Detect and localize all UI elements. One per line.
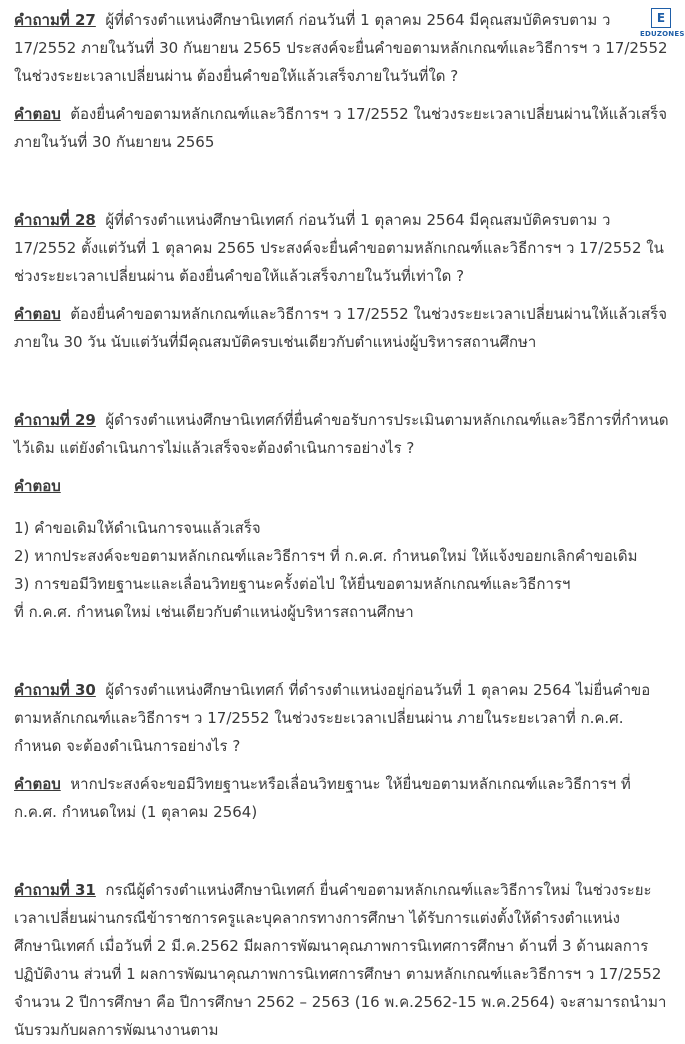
logo-text: EDUZONES <box>640 30 685 38</box>
logo-letter: E <box>651 8 671 28</box>
question-30-label: คำถามที่ 30 <box>14 681 96 699</box>
question-27-label: คำถามที่ 27 <box>14 11 96 29</box>
answer-30-body: หากประสงค์จะขอมีวิทยฐานะหรือเลื่อนวิทยฐานะ ให้ยื่นขอตามหลักเกณฑ์และวิธีการฯ ที่ ก.ค.ศ. กำหนดใหม่ (1 ตุลาคม 2564) <box>14 775 631 821</box>
question-28 <box>14 206 674 356</box>
question-30-text <box>14 676 674 760</box>
answer-29-label: คำตอบ <box>14 477 61 495</box>
answer-28-label: คำตอบ <box>14 305 61 323</box>
question-28-text <box>14 206 674 290</box>
answer-30-label: คำตอบ <box>14 775 61 793</box>
answer-29-item: ที่ ก.ค.ศ. กำหนดใหม่ เช่นเดียวกับตำแหน่งผู้บริหารสถานศึกษา <box>14 603 414 621</box>
question-31-body: กรณีผู้ดำรงตำแหน่งศึกษานิเทศก์ ยื่นคำขอตามหลักเกณฑ์และวิธีการใหม่ ในช่วงระยะเวลาเปลี่ยนผ่านกรณีข้าราชการครูและบุคลากรทางการศึกษา ได้รับการแต่งตั้งให้ดำรงตำแหน่งศึกษานิเทศก์ เมื่อวันที่ 2 มี.ค.2562 มีผลการพัฒนาคุณภาพการนิเทศการศึกษา ด้านที่ 3 ด้านผลการปฏิบัติงาน ส่วนที่ 1 ผลการพัฒนาคุณภาพการนิเทศการศึกษา ตามหลักเกณฑ์และวิธีการฯ ว 17/2552 จำนวน 2 ปีการศึกษา คือ ปีการศึกษา 2562 – 2563 (16 พ.ค.2562-15 พ.ค.2564) จะสามารถนำมานับรวมกับผลการพัฒนางานตาม <box>14 881 667 1039</box>
question-29-label: คำถามที่ 29 <box>14 411 96 429</box>
question-29-body: ผู้ดำรงตำแหน่งศึกษานิเทศก์ที่ยื่นคำขอรับการประเมินตามหลักเกณฑ์และวิธีการที่กำหนดไว้เดิม แต่ยังดำเนินการไม่แล้วเสร็จจะต้องดำเนินการอย่างไร ? <box>14 411 669 457</box>
question-29-text <box>14 406 674 462</box>
question-31-text <box>14 876 674 1044</box>
answer-27-text <box>14 100 674 156</box>
answer-29-item: 3) การขอมีวิทยฐานะและเลื่อนวิทยฐานะครั้งต่อไป ให้ยื่นขอตามหลักเกณฑ์และวิธีการฯ <box>14 575 571 593</box>
question-29 <box>14 406 674 626</box>
answer-29-item: 1) คำขอเดิมให้ดำเนินการจนแล้วเสร็จ <box>14 519 261 537</box>
answer-30-text <box>14 770 674 826</box>
answer-28-body: ต้องยื่นคำขอตามหลักเกณฑ์และวิธีการฯ ว 17/2552 ในช่วงระยะเวลาเปลี่ยนผ่านให้แล้วเสร็จภายใน 30 วัน นับแต่วันที่มีคุณสมบัติครบเช่นเดียวกับตำแหน่งผู้บริหารสถานศึกษา <box>14 305 668 351</box>
question-28-body: ผู้ที่ดำรงตำแหน่งศึกษานิเทศก์ ก่อนวันที่ 1 ตุลาคม 2564 มีคุณสมบัติครบตาม ว 17/2552 ตั้งแต่วันที่ 1 ตุลาคม 2565 ประสงค์จะยื่นคำขอตามหลักเกณฑ์และวิธีการฯ ว 17/2552 ในช่วงระยะเวลาเปลี่ยนผ่าน ต้องยื่นคำขอให้แล้วเสร็จภายในวันที่เท่าใด ? <box>14 211 664 285</box>
question-30 <box>14 676 674 826</box>
question-27 <box>14 6 674 156</box>
question-27-body: ผู้ที่ดำรงตำแหน่งศึกษานิเทศก์ ก่อนวันที่ 1 ตุลาคม 2564 มีคุณสมบัติครบตาม ว 17/2552 ภายในวันที่ 30 กันยายน 2565 ประสงค์จะยื่นคำขอตามหลักเกณฑ์และวิธีการฯ ว 17/2552 ในช่วงระยะเวลาเปลี่ยนผ่าน ต้องยื่นคำขอให้แล้วเสร็จภายในวันที่ใด ? <box>14 11 668 85</box>
answer-29-item: 2) หากประสงค์จะขอตามหลักเกณฑ์และวิธีการฯ ที่ ก.ค.ศ. กำหนดใหม่ ให้แจ้งขอยกเลิกคำขอเดิม <box>14 547 638 565</box>
answer-27-label: คำตอบ <box>14 105 61 123</box>
question-31-label: คำถามที่ 31 <box>14 881 96 899</box>
question-27-text <box>14 6 674 90</box>
answer-28-text <box>14 300 674 356</box>
question-30-body: ผู้ดำรงตำแหน่งศึกษานิเทศก์ ที่ดำรงตำแหน่งอยู่ก่อนวันที่ 1 ตุลาคม 2564 ไม่ยื่นคำขอตามหลักเกณฑ์และวิธีการฯ ว 17/2552 ในช่วงระยะเวลาเปลี่ยนผ่าน ภายในระยะเวลาที่ ก.ค.ศ. กำหนด จะต้องดำเนินการอย่างไร ? <box>14 681 651 755</box>
answer-27-body: ต้องยื่นคำขอตามหลักเกณฑ์และวิธีการฯ ว 17/2552 ในช่วงระยะเวลาเปลี่ยนผ่านให้แล้วเสร็จภายในวันที่ 30 กันยายน 2565 <box>14 105 668 151</box>
answer-29-heading <box>14 472 674 500</box>
question-28-label: คำถามที่ 28 <box>14 211 96 229</box>
question-31 <box>14 876 674 1044</box>
